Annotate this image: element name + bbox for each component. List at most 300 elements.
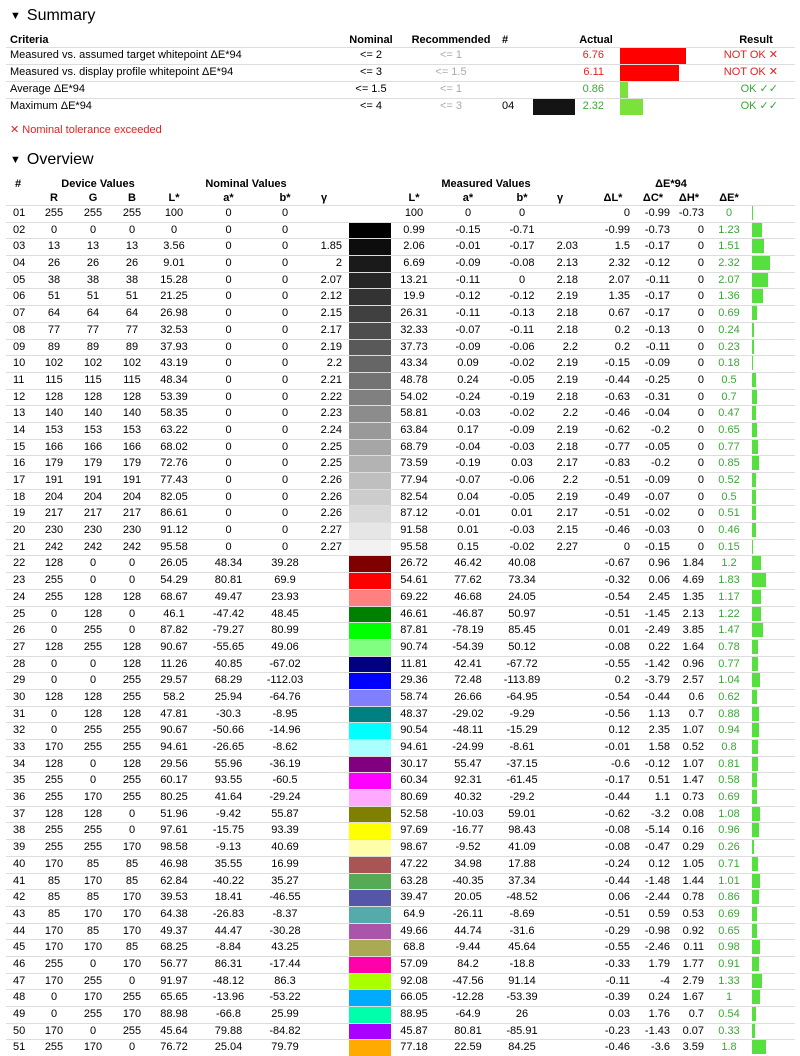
patch-number: 24 xyxy=(13,590,26,603)
device-g: 26 xyxy=(86,257,100,270)
nominal-L: 88.98 xyxy=(160,1008,188,1020)
measured-gamma: 2.19 xyxy=(556,373,578,386)
color-swatch xyxy=(349,940,391,956)
header-result: Result xyxy=(739,34,773,46)
delta-C: -0.31 xyxy=(644,390,670,403)
delta-E: 0.51 xyxy=(718,507,740,520)
nominal-value: <= 1.5 xyxy=(355,83,387,95)
delta-H: 1.05 xyxy=(682,857,704,870)
overview-row xyxy=(6,739,795,756)
overview-row xyxy=(6,489,795,506)
measured-a: -16.77 xyxy=(452,824,484,837)
measured-L: 49.66 xyxy=(400,924,428,937)
delta-H: 0.92 xyxy=(682,924,704,937)
criteria-label: Average ΔE*94 xyxy=(10,83,86,95)
delta-e-bar xyxy=(752,874,760,888)
color-swatch xyxy=(349,790,391,806)
measured-a: 34.98 xyxy=(454,857,482,870)
delta-L: 0.2 xyxy=(614,323,630,336)
delta-e-bar xyxy=(752,840,754,854)
measured-gamma: 2.2 xyxy=(562,474,578,486)
device-b: 170 xyxy=(122,924,142,937)
overview-title-text: Overview xyxy=(26,151,94,168)
device-b: 128 xyxy=(122,757,142,770)
device-g: 242 xyxy=(83,540,103,553)
delta-e-bar xyxy=(752,256,770,270)
nominal-L: 91.97 xyxy=(160,974,188,987)
measured-L: 54.61 xyxy=(400,574,428,587)
nominal-b: 0 xyxy=(281,373,289,386)
patch-number: 40 xyxy=(13,857,26,870)
nominal-L: 56.77 xyxy=(160,957,188,970)
delta-L: -0.51 xyxy=(604,607,630,620)
overview-row xyxy=(6,305,795,322)
delta-e-bar xyxy=(752,523,756,537)
patch-number: 12 xyxy=(13,390,26,403)
measured-L: 30.17 xyxy=(400,757,428,770)
measured-L: 80.69 xyxy=(400,791,428,804)
device-b: 170 xyxy=(122,957,142,970)
measured-L: 63.28 xyxy=(400,874,428,887)
nominal-L: 68.67 xyxy=(160,590,188,603)
nominal-a: 25.04 xyxy=(214,1041,243,1054)
device-r: 51 xyxy=(47,290,61,303)
nominal-b: 16.99 xyxy=(271,857,299,870)
nominal-b: 0 xyxy=(281,457,289,470)
color-swatch xyxy=(349,223,391,239)
device-g: 255 xyxy=(83,741,103,753)
delta-e-bar xyxy=(752,323,754,337)
device-b: 0 xyxy=(128,624,136,637)
nominal-L: 53.39 xyxy=(160,390,188,403)
nominal-b: 49.06 xyxy=(271,640,299,653)
delta-C: -1.45 xyxy=(644,607,670,620)
delta-E: 0.88 xyxy=(718,707,740,720)
delta-H: 1.84 xyxy=(682,557,704,570)
nominal-b: 0 xyxy=(281,273,289,286)
device-b: 128 xyxy=(122,657,142,670)
nominal-b: 0 xyxy=(281,357,289,370)
measured-L: 64.9 xyxy=(403,907,425,920)
device-r: 77 xyxy=(47,323,61,336)
patch-number: 42 xyxy=(13,891,26,904)
color-swatch xyxy=(349,657,391,673)
device-b: 153 xyxy=(122,423,142,436)
nominal-L: 48.34 xyxy=(160,373,188,386)
nominal-L: 72.76 xyxy=(160,457,188,470)
measured-a: -78.19 xyxy=(452,624,484,637)
nominal-b: 48.45 xyxy=(271,607,299,620)
delta-E: 0.8 xyxy=(721,741,737,753)
delta-E: 1.83 xyxy=(718,574,740,587)
delta-C: -0.2 xyxy=(651,423,670,436)
delta-E: 0.71 xyxy=(718,857,740,870)
delta-e-bar xyxy=(752,573,766,587)
header-criteria: Criteria xyxy=(10,34,49,46)
nominal-L: 0 xyxy=(170,223,178,236)
delta-E: 2.32 xyxy=(718,257,740,270)
summary-section-title[interactable] xyxy=(10,7,95,25)
delta-C: -0.09 xyxy=(644,474,670,486)
overview-row xyxy=(6,555,795,572)
device-r: 64 xyxy=(47,307,61,320)
overview-row xyxy=(6,973,795,990)
delta-H: 1.44 xyxy=(682,874,704,887)
nominal-L: 9.01 xyxy=(163,257,185,270)
nominal-L: 46.1 xyxy=(163,607,185,620)
device-g: 85 xyxy=(86,857,100,870)
device-b: 204 xyxy=(122,490,142,503)
delta-E: 1.51 xyxy=(718,240,740,253)
device-g: 170 xyxy=(83,941,103,954)
device-r: 85 xyxy=(47,907,61,920)
nominal-L: 86.61 xyxy=(160,507,188,520)
device-g: 128 xyxy=(83,607,103,620)
delta-H: 0.7 xyxy=(688,1008,704,1020)
delta-H: 0.73 xyxy=(682,791,704,804)
nominal-L: 32.53 xyxy=(160,323,188,336)
measured-L: 68.8 xyxy=(403,941,425,954)
overview-row xyxy=(6,455,795,472)
delta-E: 0.91 xyxy=(718,957,740,970)
nominal-b: 25.99 xyxy=(271,1008,299,1020)
header-R: R xyxy=(50,192,58,204)
delta-H: 2.13 xyxy=(682,607,704,620)
device-b: 26 xyxy=(125,257,139,270)
measured-L: 0.99 xyxy=(403,223,425,236)
delta-e-bar xyxy=(752,657,758,671)
delta-E: 0.15 xyxy=(718,540,740,553)
nominal-a: 0 xyxy=(225,457,232,470)
nominal-b: 23.93 xyxy=(271,590,299,603)
delta-C: -0.98 xyxy=(644,924,670,937)
delta-E: 0.77 xyxy=(718,440,740,453)
delta-L: 2.07 xyxy=(608,273,630,286)
device-b: 170 xyxy=(122,907,142,920)
patch-number: 17 xyxy=(13,474,26,486)
measured-a: -54.39 xyxy=(452,640,484,653)
device-b: 115 xyxy=(123,373,141,386)
delta-e-bar xyxy=(752,556,761,570)
device-g: 128 xyxy=(83,690,103,703)
color-swatch xyxy=(349,723,391,739)
measured-b: -9.29 xyxy=(509,707,535,720)
delta-L: 0.2 xyxy=(614,340,630,353)
nominal-L: 26.98 xyxy=(160,307,188,320)
recommended-value: <= 1.5 xyxy=(435,66,467,78)
overview-section-title[interactable] xyxy=(10,151,94,169)
device-b: 128 xyxy=(122,390,142,403)
nominal-L: 26.05 xyxy=(160,557,188,570)
nominal-b: 0 xyxy=(281,524,289,537)
measured-a: -0.03 xyxy=(455,407,481,420)
nominal-a: 0 xyxy=(225,507,232,520)
nominal-L: 64.38 xyxy=(160,907,188,920)
device-g: 89 xyxy=(86,340,100,353)
overview-row xyxy=(6,522,795,539)
device-g: 217 xyxy=(83,507,103,520)
delta-E: 1 xyxy=(725,991,733,1004)
delta-E: 0.5 xyxy=(721,373,737,386)
measured-gamma: 2.18 xyxy=(556,273,578,286)
overview-row xyxy=(6,806,795,823)
measured-L: 68.79 xyxy=(400,440,428,453)
delta-H: 0 xyxy=(697,390,704,403)
nominal-L: 58.35 xyxy=(160,407,188,420)
measured-L: 77.18 xyxy=(400,1041,428,1054)
delta-E: 1.23 xyxy=(718,223,740,236)
patch-number: 28 xyxy=(13,657,26,670)
overview-row xyxy=(6,672,795,689)
delta-e-bar xyxy=(752,239,764,253)
nominal-gamma: 2.26 xyxy=(320,507,342,520)
delta-L: -0.44 xyxy=(604,791,630,804)
delta-L: -0.67 xyxy=(604,557,630,570)
measured-b: -0.09 xyxy=(509,423,535,436)
nominal-a: -79.27 xyxy=(212,624,245,637)
device-b: 170 xyxy=(122,1008,142,1020)
nominal-gamma: 2.27 xyxy=(320,524,342,537)
device-b: 255 xyxy=(122,991,142,1004)
delta-H: 0.6 xyxy=(688,690,704,703)
measured-L: 60.34 xyxy=(400,774,428,787)
nominal-a: 49.47 xyxy=(214,590,243,603)
header-delta-C: ΔC* xyxy=(642,192,664,204)
actual-bar xyxy=(620,65,679,81)
delta-H: 1.67 xyxy=(682,991,704,1004)
measured-b: -8.69 xyxy=(509,907,535,920)
measured-a: 0.17 xyxy=(457,423,479,436)
overview-row xyxy=(6,956,795,973)
delta-H: 4.69 xyxy=(682,574,704,587)
delta-E: 1.36 xyxy=(718,290,740,303)
delta-C: -0.99 xyxy=(644,207,670,219)
measured-b: 50.12 xyxy=(508,640,536,653)
device-b: 0 xyxy=(128,607,136,620)
overview-row xyxy=(6,622,795,639)
nominal-L: 29.56 xyxy=(160,757,188,770)
delta-e-bar xyxy=(752,673,760,687)
delta-e-bar xyxy=(752,223,762,237)
delta-L: -0.56 xyxy=(604,707,630,720)
patch-number: 44 xyxy=(13,924,26,937)
measured-L: 58.74 xyxy=(400,690,428,703)
nominal-b: 43.25 xyxy=(271,941,299,954)
device-r: 0 xyxy=(50,657,58,670)
nominal-a: 0 xyxy=(225,223,232,236)
collapse-triangle-icon[interactable]: ▼ xyxy=(10,154,21,166)
overview-row xyxy=(6,756,795,773)
device-g: 255 xyxy=(83,824,103,837)
overview-row xyxy=(6,422,795,439)
nominal-b: 0 xyxy=(281,307,289,320)
color-swatch xyxy=(349,206,391,222)
delta-e-bar xyxy=(752,206,753,220)
patch-number: 10 xyxy=(13,357,26,370)
delta-e-bar xyxy=(752,406,756,420)
tolerance-note: ✕ Nominal tolerance exceeded xyxy=(10,124,162,136)
delta-C: 0.12 xyxy=(648,857,670,870)
measured-gamma: 2.13 xyxy=(556,257,578,270)
color-swatch xyxy=(349,573,391,589)
nominal-a: -47.42 xyxy=(212,607,245,620)
measured-a: 44.74 xyxy=(454,924,482,937)
recommended-value: <= 3 xyxy=(439,100,463,112)
delta-L: -0.08 xyxy=(604,824,630,837)
delta-e-bar xyxy=(752,790,757,804)
delta-E: 0.62 xyxy=(718,690,740,703)
delta-H: 0 xyxy=(697,323,704,336)
measured-b: -8.61 xyxy=(509,741,535,753)
delta-L: -0.29 xyxy=(604,924,630,937)
nominal-gamma: 2.2 xyxy=(326,357,342,370)
measured-b: -0.08 xyxy=(509,257,535,270)
color-swatch xyxy=(349,690,391,706)
measured-gamma: 2.19 xyxy=(556,490,578,503)
nominal-b: -84.82 xyxy=(269,1024,301,1037)
nominal-b: 0 xyxy=(281,290,289,303)
nominal-a: 0 xyxy=(225,540,232,553)
overview-row xyxy=(6,205,795,222)
device-b: 85 xyxy=(125,874,139,887)
header-a-star: a* xyxy=(462,192,474,204)
nominal-a: 0 xyxy=(225,474,232,486)
device-g: 255 xyxy=(83,1008,103,1020)
measured-a: -0.12 xyxy=(455,290,481,303)
measured-L: 13.21 xyxy=(400,273,428,286)
summary-table xyxy=(6,33,795,115)
nominal-L: 98.58 xyxy=(160,841,188,854)
delta-C: -0.47 xyxy=(644,841,670,854)
nominal-L: 68.02 xyxy=(160,440,188,453)
delta-L: 0.06 xyxy=(608,891,630,904)
measured-b: -37.15 xyxy=(506,757,538,770)
device-b: 38 xyxy=(125,273,139,286)
device-r: 0 xyxy=(50,674,58,687)
delta-e-bar xyxy=(752,1024,755,1038)
device-r: 85 xyxy=(47,874,61,887)
color-swatch xyxy=(349,1024,391,1040)
color-swatch xyxy=(349,740,391,756)
nominal-b: -53.22 xyxy=(269,991,301,1004)
patch-number: 31 xyxy=(13,707,26,720)
nominal-a: 86.31 xyxy=(214,957,243,970)
device-g: 170 xyxy=(83,874,103,887)
patch-number: 15 xyxy=(13,440,26,453)
header-nominal-values: Nominal Values xyxy=(205,178,287,190)
measured-a: 0 xyxy=(464,207,472,219)
delta-e-bar xyxy=(752,273,768,287)
measured-b: -53.39 xyxy=(506,991,538,1004)
delta-H: 1.64 xyxy=(682,640,704,653)
patch-number: 29 xyxy=(13,674,26,687)
color-swatch xyxy=(349,1007,391,1023)
device-g: 128 xyxy=(83,807,103,820)
delta-e-bar xyxy=(752,306,757,320)
delta-C: 0.51 xyxy=(648,774,670,787)
patch-number: 22 xyxy=(13,557,26,570)
device-r: 170 xyxy=(44,857,64,870)
device-g: 51 xyxy=(86,290,100,303)
overview-row xyxy=(6,706,795,723)
device-g: 128 xyxy=(83,390,103,403)
color-swatch xyxy=(349,773,391,789)
measured-b: 85.45 xyxy=(508,624,536,637)
overview-row xyxy=(6,288,795,305)
delta-L: -0.08 xyxy=(604,841,630,854)
delta-L: -0.15 xyxy=(604,357,630,370)
measured-b: -0.13 xyxy=(509,307,535,320)
measured-b: -15.29 xyxy=(506,724,538,737)
device-r: 128 xyxy=(44,757,64,770)
nominal-L: 100 xyxy=(164,207,184,219)
delta-e-bar xyxy=(752,390,757,404)
nominal-gamma: 2.15 xyxy=(320,307,342,320)
delta-C: -0.44 xyxy=(644,690,670,703)
measured-a: 22.59 xyxy=(454,1041,482,1054)
measured-b: 26 xyxy=(515,1008,529,1020)
patch-number: 11 xyxy=(13,373,25,386)
result-value: NOT OK ✕ xyxy=(723,66,778,78)
device-b: 255 xyxy=(122,207,142,219)
device-r: 128 xyxy=(44,390,64,403)
nominal-L: 58.2 xyxy=(163,690,185,703)
nominal-L: 80.25 xyxy=(160,791,188,804)
delta-E: 0.81 xyxy=(718,757,740,770)
nominal-a: 0 xyxy=(225,440,232,453)
measured-gamma: 2.18 xyxy=(556,390,578,403)
device-b: 170 xyxy=(122,841,142,854)
measured-L: 90.54 xyxy=(400,724,428,737)
measured-gamma: 2.2 xyxy=(562,407,578,420)
device-b: 85 xyxy=(125,857,139,870)
color-swatch xyxy=(349,823,391,839)
delta-H: 0 xyxy=(697,407,704,420)
delta-e-bar xyxy=(752,690,757,704)
measured-a: -0.24 xyxy=(455,390,481,403)
delta-H: 0.7 xyxy=(688,707,704,720)
delta-C: -0.73 xyxy=(644,223,670,236)
device-b: 255 xyxy=(122,774,142,787)
nominal-L: 90.67 xyxy=(160,640,188,653)
delta-E: 0.47 xyxy=(718,407,740,420)
patch-number xyxy=(502,82,526,98)
delta-E: 1.08 xyxy=(718,807,740,820)
delta-C: -3.6 xyxy=(651,1041,670,1054)
nominal-L: 21.25 xyxy=(160,290,188,303)
delta-E: 0.65 xyxy=(718,924,740,937)
delta-e-bar xyxy=(752,440,758,454)
header-hash: # xyxy=(15,178,22,190)
nominal-L: 47.81 xyxy=(160,707,188,720)
device-g: 0 xyxy=(89,774,97,787)
header-measured-values: Measured Values xyxy=(441,178,531,190)
measured-a: 42.41 xyxy=(454,657,482,670)
measured-a: 0.01 xyxy=(457,524,479,537)
measured-b: 84.25 xyxy=(508,1041,536,1054)
patch-number: 30 xyxy=(13,690,26,703)
device-r: 191 xyxy=(44,474,64,486)
device-g: 13 xyxy=(86,240,100,253)
patch-number: 01 xyxy=(13,207,26,219)
device-b: 0 xyxy=(128,974,136,987)
device-r: 0 xyxy=(50,991,58,1004)
collapse-triangle-icon[interactable]: ▼ xyxy=(10,10,21,22)
patch-number: 50 xyxy=(13,1024,26,1037)
overview-row xyxy=(6,889,795,906)
device-g: 255 xyxy=(83,640,103,653)
delta-C: -0.07 xyxy=(644,490,670,503)
